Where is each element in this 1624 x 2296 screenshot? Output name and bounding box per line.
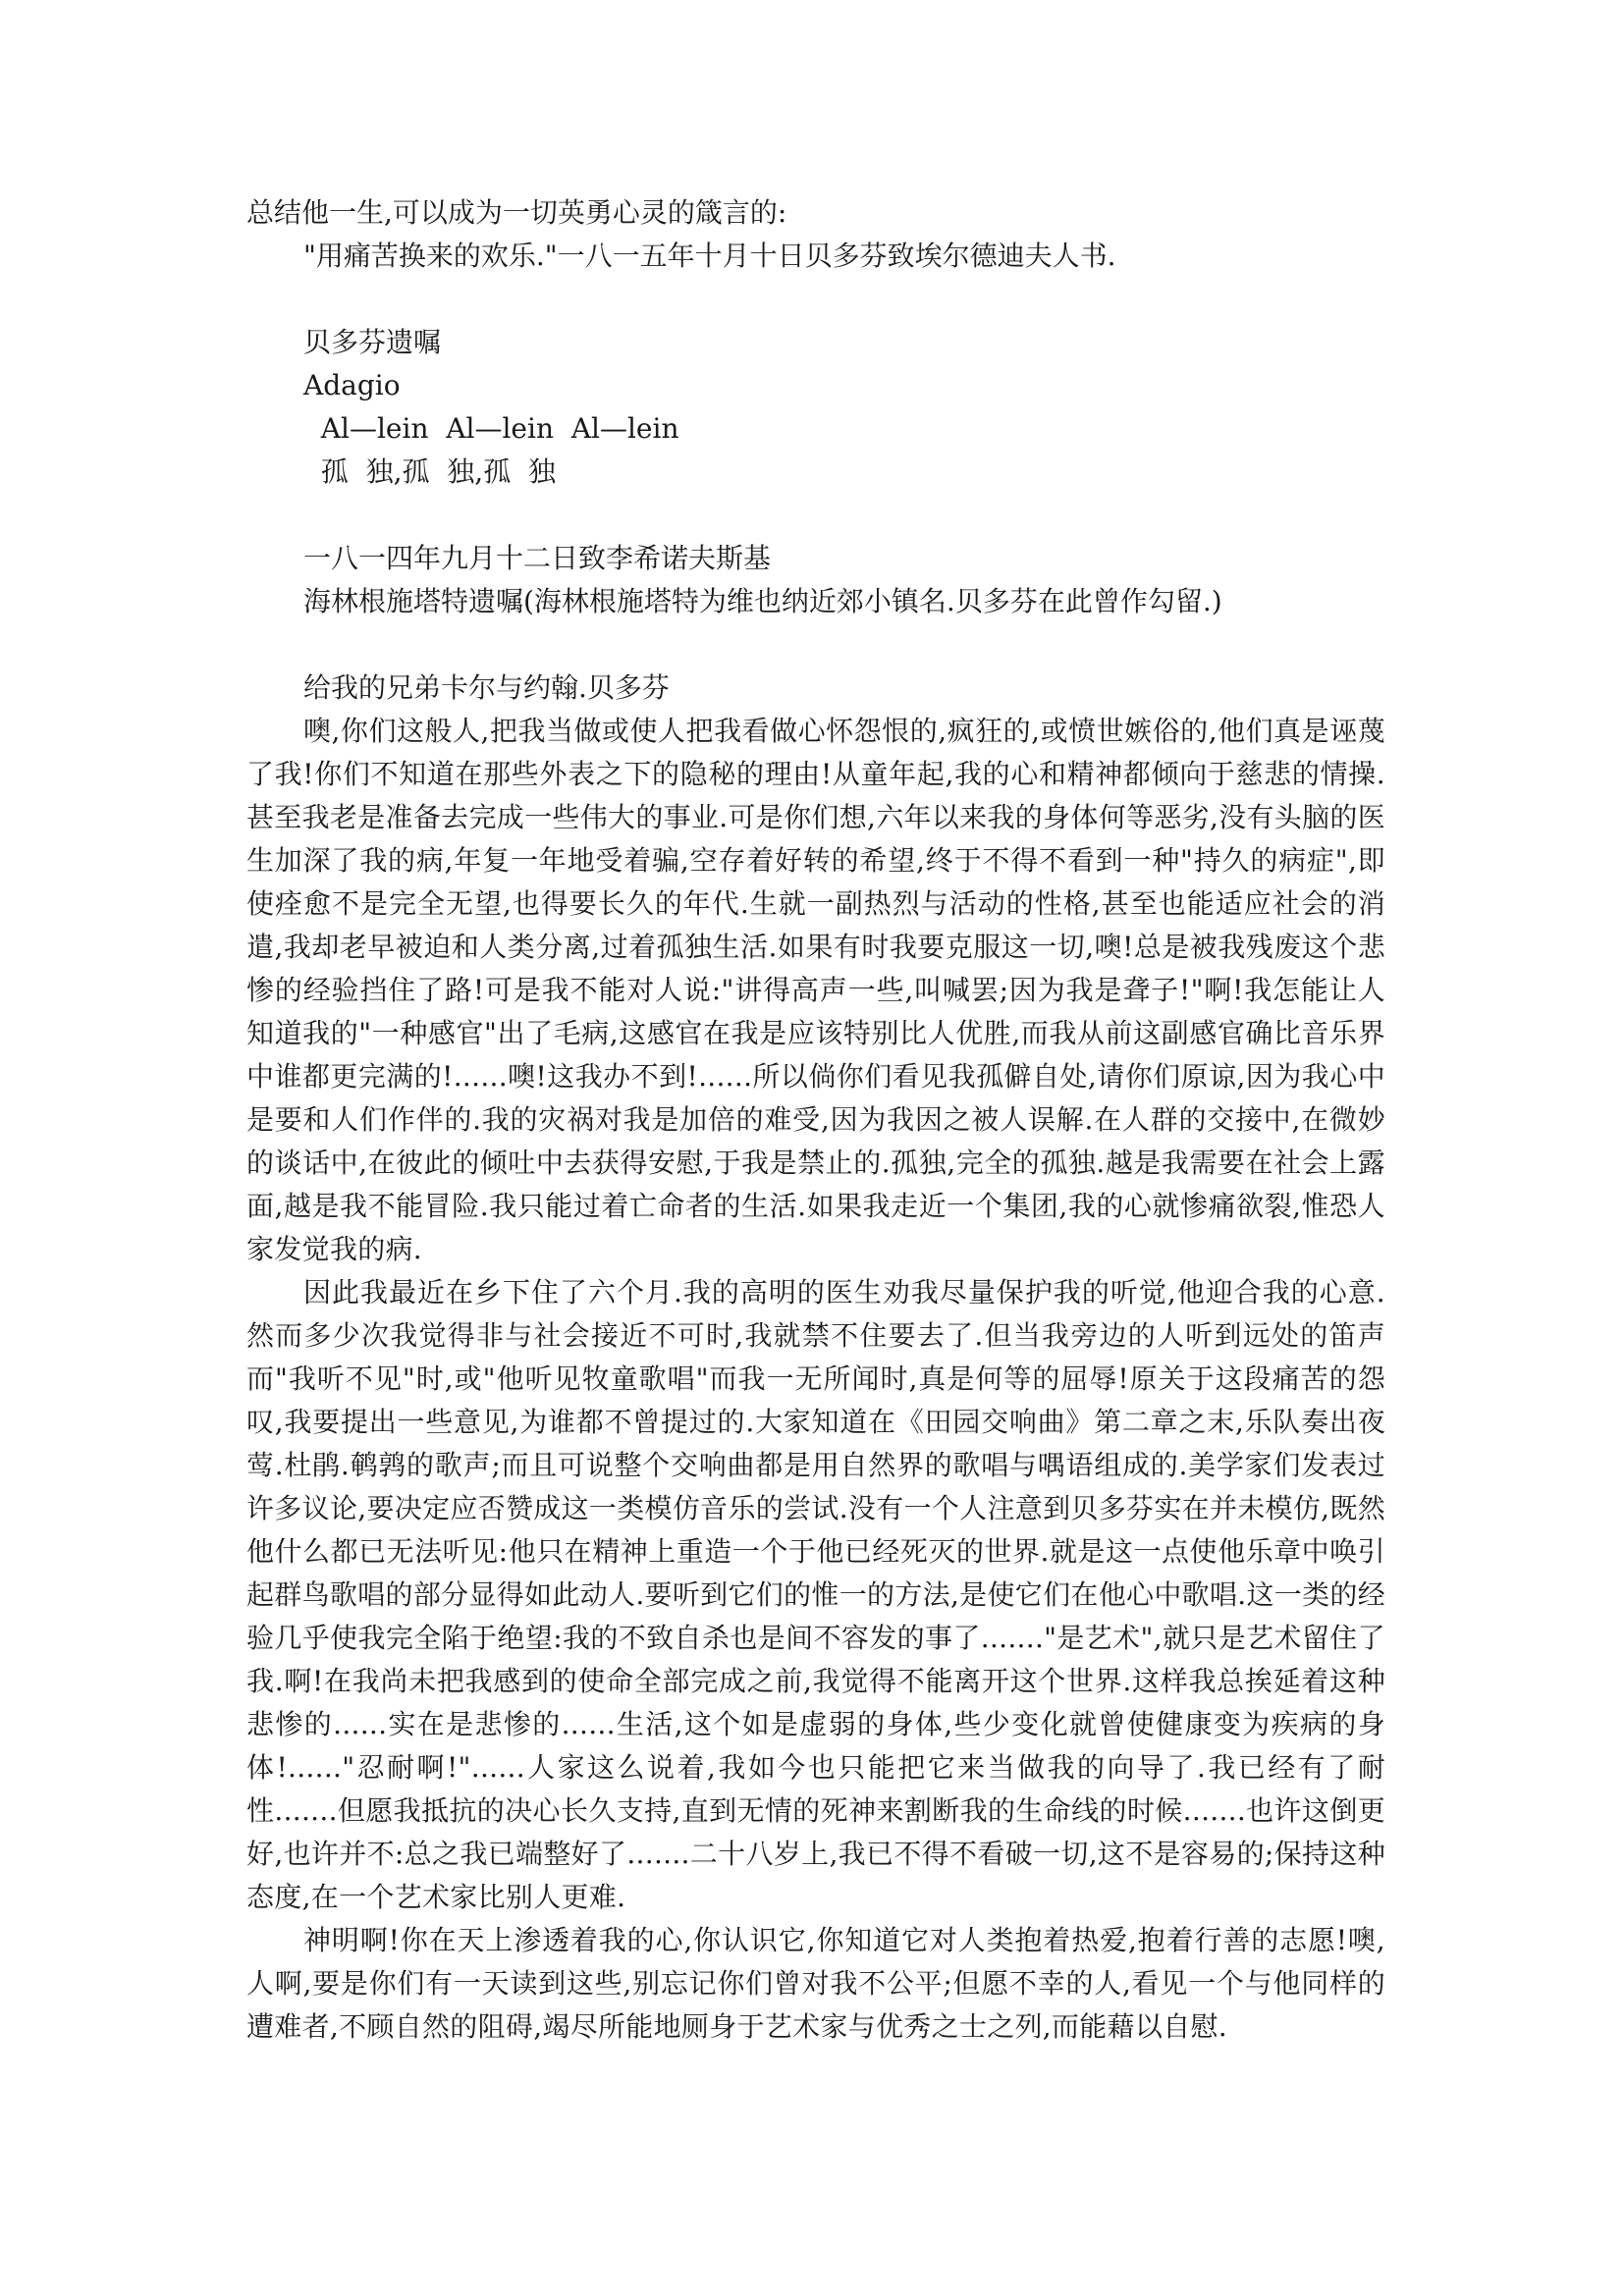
letter-paragraph: 神明啊!你在天上渗透着我的心,你认识它,你知道它对人类抱着热爱,抱着行善的志愿!噢,人啊,要是你们有一天读到这些,别忘记你们曾对我不公平;但愿不幸的人,看见一个与他同样的遭难者,不顾自然的阻碍,竭尽所能地厕身于艺术家与优秀之士之列,而能藉以自慰.: [246, 1924, 1385, 2043]
testament-title: 贝多芬遗嘱: [303, 326, 442, 358]
intro-line: 总结他一生,可以成为一切英勇心灵的箴言的:: [246, 196, 787, 229]
lyric-line: Al—lein Al—lein Al—lein: [303, 412, 679, 445]
tempo-marking: Adagio: [303, 369, 401, 401]
letter-paragraph: 噢,你们这般人,把我当做或使人把我看做心怀怨恨的,疯狂的,或愤世嫉俗的,他们真是诬蔑了我!你们不知道在那些外表之下的隐秘的理由!从童年起,我的心和精神都倾向于慈悲的情操.甚至我老是准备去完成一些伟大的事业.可是你们想,六年以来我的身体何等恶劣,没有头脑的医生加深了我的病,年复一年地受着骗,空存着好转的希望,终于不得不看到一种"持久的病症",即使痊愈不是完全无望,也得要长久的年代.生就一副热烈与活动的性格,甚至也能适应社会的消遣,我却老早被迫和人类分离,过着孤独生活.如果有时我要克服这一切,噢!总是被我残废这个悲惨的经验挡住了路!可是我不能对人说:"讲得高声一些,叫喊罢;因为我是聋子!"啊!我怎能让人知道我的"一种感官"出了毛病,这感官在我是应该特别比人优胜,而我从前这副感官确比音乐界中谁都更完满的!......噢!这我办不到!......所以倘你们看见我孤僻自处,请你们原谅,因为我心中是要和人们作伴的.我的灾祸对我是加倍的难受,因为我因之被人误解.在人群的交接中,在微妙的谈话中,在彼此的倾吐中去获得安慰,于我是禁止的.孤独,完全的孤独.越是我需要在社会上露面,越是我不能冒险.我只能过着亡命者的生活.如果我走近一个集团,我的心就惨痛欲裂,惟恐人家发觉我的病.: [246, 715, 1385, 1265]
motto-quote: "用痛苦换来的欢乐."一八一五年十月十日贝多芬致埃尔德迪夫人书.: [303, 240, 1116, 272]
letter-date: 一八一四年九月十二日致李希诺夫斯基: [303, 542, 772, 574]
spacer: [246, 494, 1385, 537]
document-page: [246, 191, 1385, 2049]
lyric-translation: 孤 独,孤 独,孤 独: [303, 455, 557, 488]
letter-paragraph: 因此我最近在乡下住了六个月.我的高明的医生劝我尽量保护我的听觉,他迎合我的心意.然而多少次我觉得非与社会接近不可时,我就禁不住要去了.但当我旁边的人听到远处的笛声而"我听不见"时,或"他听见牧童歌唱"而我一无所闻时,真是何等的屈辱!原关于这段痛苦的怨叹,我要提出一些意见,为谁都不曾提过的.大家知道在《田园交响曲》第二章之末,乐队奏出夜莺.杜鹃.鹌鹑的歌声;而且可说整个交响曲都是用自然界的歌唱与喁语组成的.美学家们发表过许多议论,要决定应否赞成这一类模仿音乐的尝试.没有一个人注意到贝多芬实在并未模仿,既然他什么都已无法听见:他只在精神上重造一个于他已经死灭的世界.就是这一点使他乐章中唤引起群鸟歌唱的部分显得如此动人.要听到它们的惟一的方法,是使它们在他心中歌唱.这一类的经验几乎使我完全陷于绝望:我的不致自杀也是间不容发的事了......."是艺术",就只是艺术留住了我.啊!在我尚未把我感到的使命全部完成之前,我觉得不能离开这个世界.这样我总挨延着这种悲惨的......实在是悲惨的......生活,这个如是虚弱的身体,些少变化就曾使健康变为疾病的身体!......"忍耐啊!"......人家这么说着,我如今也只能把它来当做我的向导了.我已经有了耐性.......但愿我抵抗的决心长久支持,直到无情的死神来割断我的生命线的时候.......也许这倒更好,也许并不:总之我已端整好了.......二十八岁上,我已不得不看破一切,这不是容易的;保持这种态度,在一个艺术家比别人更难.: [246, 1276, 1385, 1913]
letter-salutation: 给我的兄弟卡尔与约翰.贝多芬: [303, 671, 670, 704]
spacer: [246, 278, 1385, 321]
letter-note: 海林根施塔特遗嘱(海林根施塔特为维也纳近郊小镇名.贝多芬在此曾作勾留.): [303, 585, 1222, 617]
spacer: [246, 623, 1385, 667]
